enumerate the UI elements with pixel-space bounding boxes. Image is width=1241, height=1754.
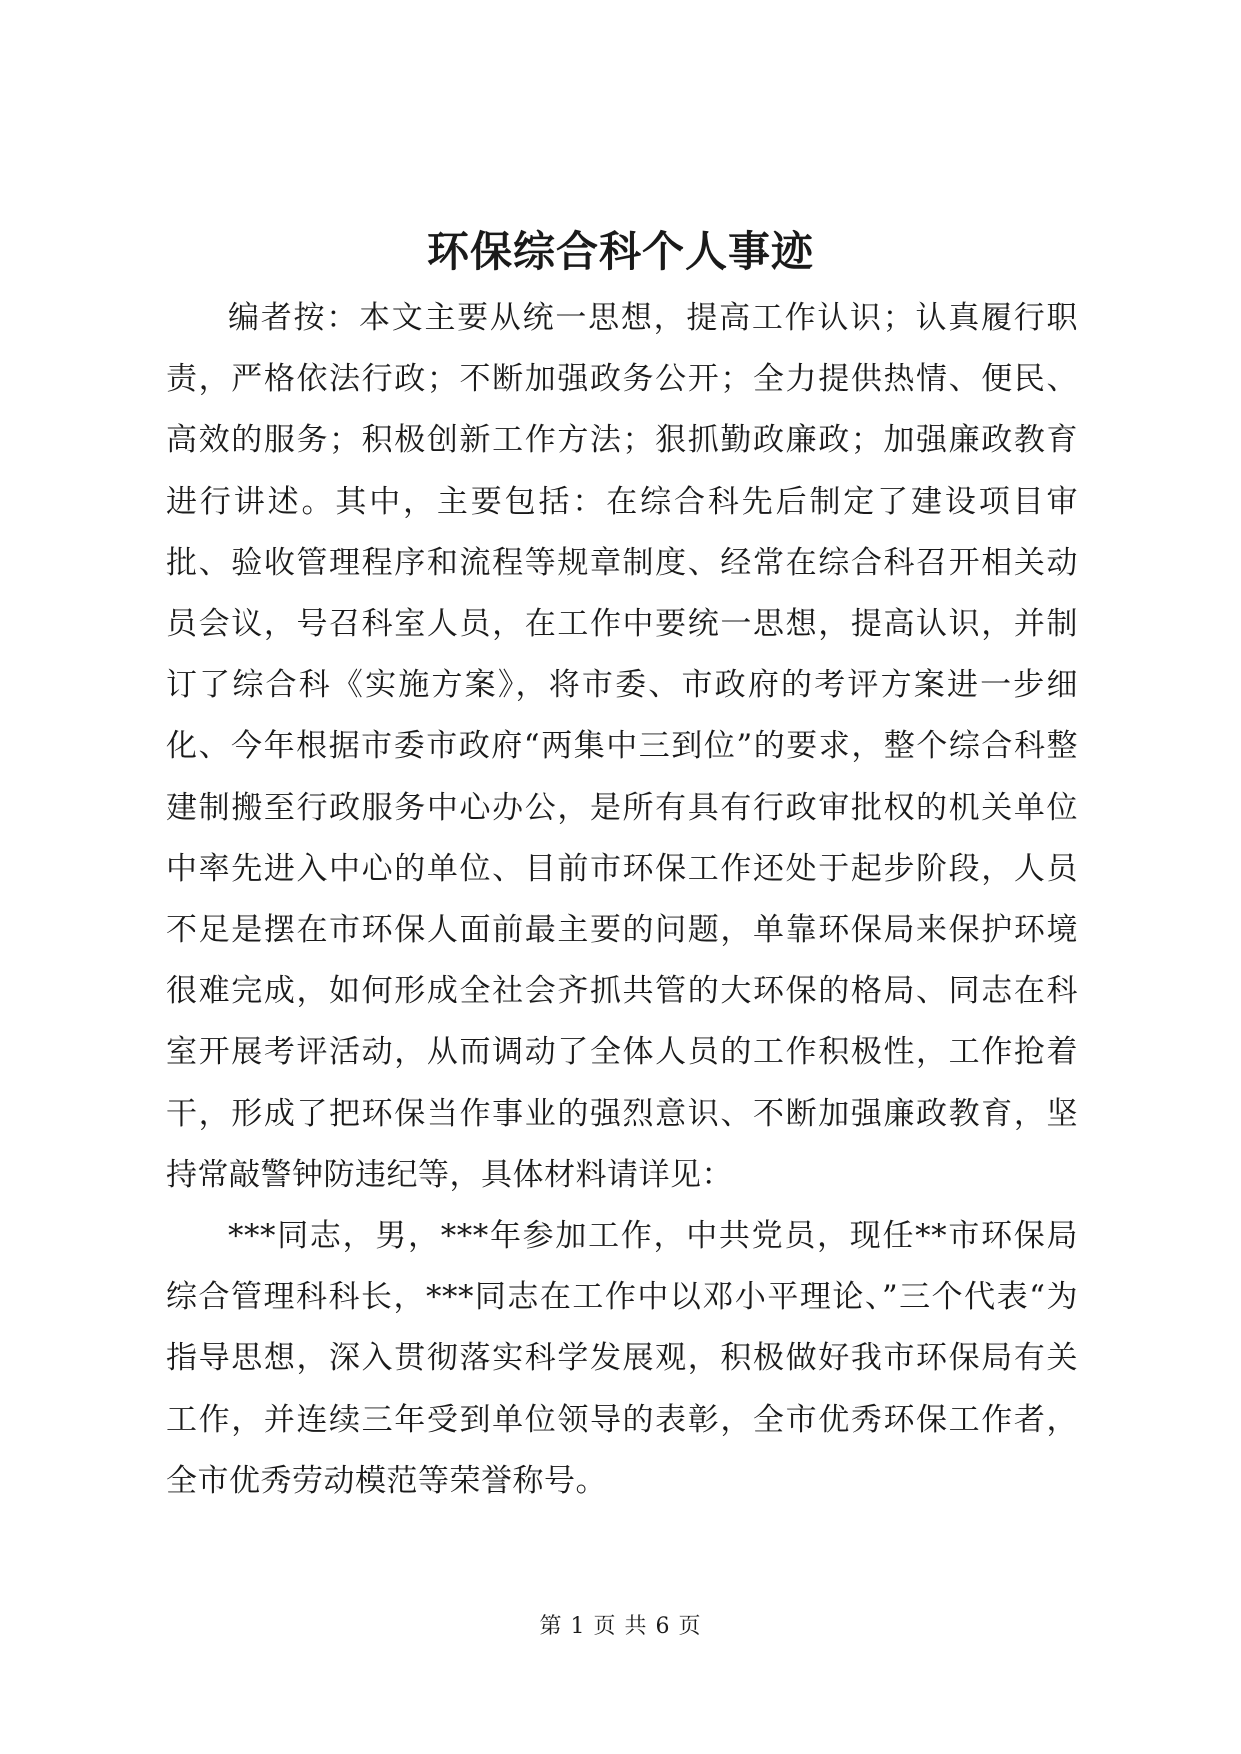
document-body (166, 288, 1078, 1512)
editor-note-paragraph: 编者按：本文主要从统一思想，提高工作认识；认真履行职责，严格依法行政；不断加强政务公开；全力提供热情、便民、高效的服务；积极创新工作方法；狠抓勤政廉政；加强廉政教育进行讲述。其中，主要包括：在综合科先后制定了建设项目审批、验收管理程序和流程等规章制度、经常在综合科召开相关动员会议，号召科室人员，在工作中要统一思想，提高认识，并制订了综合科《实施方案》，将市委、市政府的考评方案进一步细化、今年根据市委市政府“两集中三到位”的要求，整个综合科整建制搬至行政服务中心办公，是所有具有行政审批权的机关单位中率先进入中心的单位、目前市环保工作还处于起步阶段，人员不足是摆在市环保人面前最主要的问题，单靠环保局来保护环境很难完成，如何形成全社会齐抓共管的大环保的格局、同志在科室开展考评活动，从而调动了全体人员的工作积极性，工作抢着干，形成了把环保当作事业的强烈意识、不断加强廉政教育，坚持常敲警钟防违纪等，具体材料请详见： (166, 300, 1078, 1193)
page-number-footer: 第 1 页 共 6 页 (539, 1614, 702, 1639)
document-title: 环保综合科个人事迹 (426, 227, 814, 276)
profile-paragraph: ***同志，男，***年参加工作，中共党员，现任**市环保局综合管理科科长，***同志在工作中以邓小平理论、”三个代表“为指导思想，深入贯彻落实科学发展观，积极做好我市环保局有关工作，并连续三年受到单位领导的表彰，全市优秀环保工作者，全市优秀劳动模范等荣誉称号。 (166, 1218, 1078, 1499)
